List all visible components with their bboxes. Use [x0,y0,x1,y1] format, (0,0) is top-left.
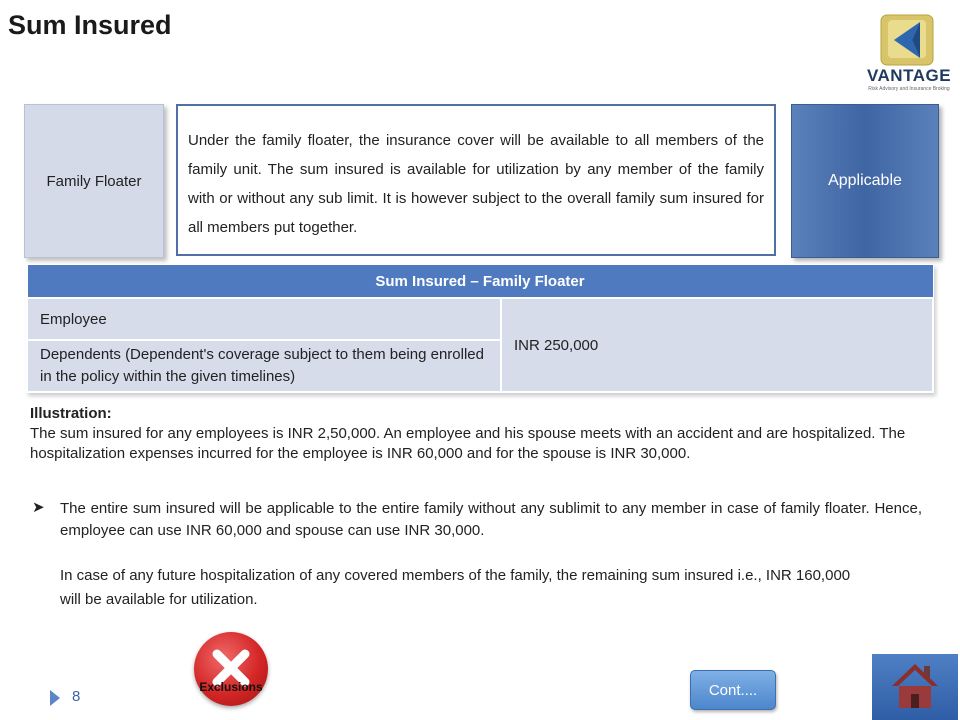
family-floater-description: Under the family floater, the insurance cover will be available to all members of the family unit. The sum insured is available for utilization by any member of the family with or without any sub limit. It is however subject to the overall family sum insured for all members put together. [176,104,776,256]
family-floater-box [24,104,164,258]
applicable-label: Applicable [828,172,902,189]
cont-button[interactable] [690,670,776,710]
sum-insured-table [26,264,934,393]
illustration-heading: Illustration: [30,405,112,422]
bullet-item [30,498,922,542]
arrow-bullet-icon: ➤ [32,499,45,516]
exclusions-button[interactable] [192,632,270,706]
amount-cell: INR 250,000 [501,298,933,392]
table-header: Sum Insured – Family Floater [27,265,933,299]
vantage-logo [866,12,952,96]
follow-up-text: In case of any future hospitalization of any covered members of the family, the remaining sum insured i.e., INR 160,000 will be available for utilization. [60,567,851,608]
dependents-cell: Dependents (Dependent's coverage subject to them being enrolled in the policy within the given timelines) [27,340,501,392]
table-row [27,298,933,340]
page-title: Sum Insured [8,10,172,40]
illustration-section [30,404,922,608]
bullet-text: The entire sum insured will be applicable to the entire family without any sublimit to any member in case of family floater. Hence, employee can use INR 60,000 and spouse can use INR 30,000. [60,500,922,539]
illustration-text: The sum insured for any employees is INR 2,50,000. An employee and his spouse meets with an accident and are hospitalized. The hospitalization expenses incurred for the employee is INR 60,000 and for the spouse is INR 30,000. [30,425,906,462]
employee-cell: Employee [27,298,501,340]
home-button[interactable] [872,654,958,720]
logo-wordmark: VANTAGE [866,66,952,85]
logo-mark-icon [880,14,934,66]
family-floater-label: Family Floater [46,172,142,190]
exclusions-label: Exclusions [199,680,263,694]
home-icon [890,662,940,710]
applicable-box [791,104,939,258]
triangle-icon [48,688,62,708]
cont-label: Cont.... [708,681,758,699]
page-number: 8 [72,688,81,705]
logo-tagline: Risk Advisory and Insurance Broking [868,86,950,92]
